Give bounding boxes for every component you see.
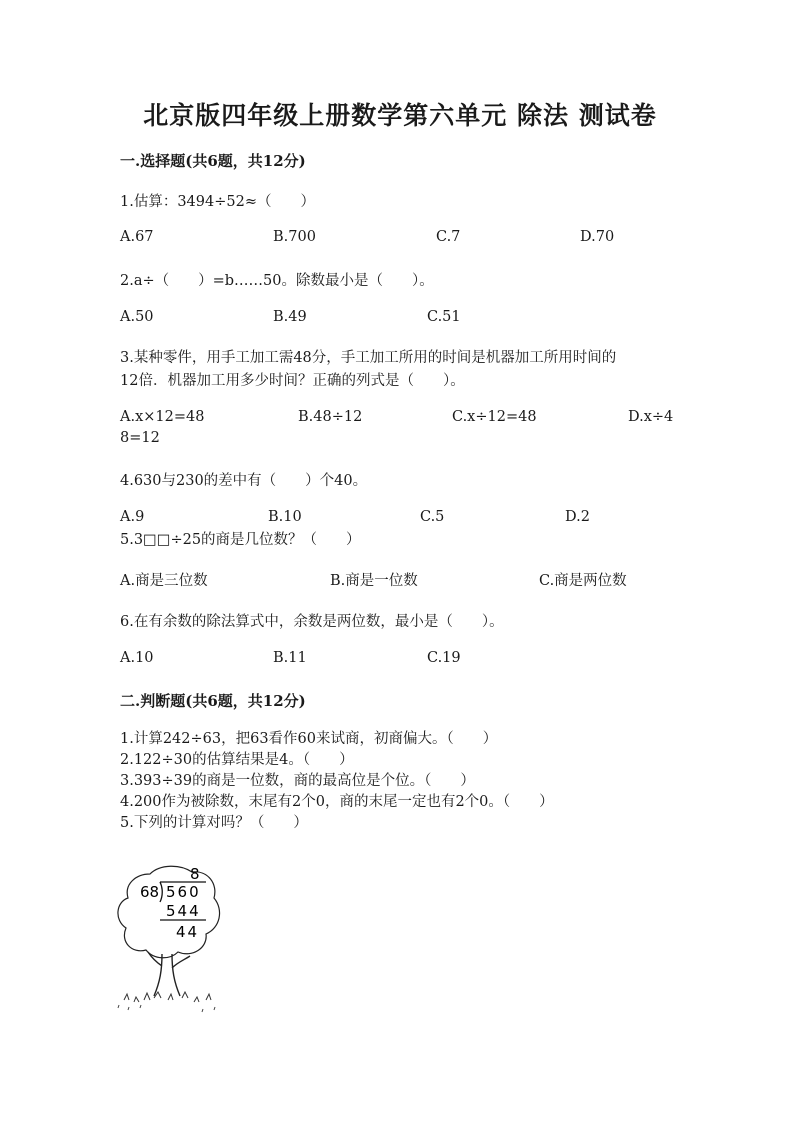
division-bracket: [160, 882, 162, 902]
option-c: C.51: [427, 309, 461, 325]
product: 544: [166, 902, 201, 920]
option-a: A.x×12=48: [120, 409, 205, 425]
option-b: B.商是一位数: [330, 573, 418, 589]
option-b: B.48÷12: [298, 409, 363, 425]
dividend: 560: [166, 883, 201, 901]
question-5: 5.3□□÷25的商是几位数？（ ）: [120, 532, 361, 548]
option-d: D.x÷4: [628, 409, 674, 425]
option-c: C.商是两位数: [539, 573, 627, 589]
option-b: B.10: [268, 509, 302, 525]
option-b: B.11: [273, 650, 307, 666]
option-c: C.x÷12=48: [452, 409, 537, 425]
question-4: 4.630与230的差中有（ ）个40。: [120, 473, 368, 489]
option-a: A.商是三位数: [120, 573, 208, 589]
option-c: C.19: [427, 650, 461, 666]
divisor: 68: [140, 883, 160, 901]
option-d: D.2: [565, 509, 590, 525]
tree-division-figure: [110, 862, 230, 1017]
option-a: A.50: [120, 309, 154, 325]
option-d: D.70: [580, 229, 615, 245]
question-3-line-2: 12倍．机器加工用多少时间？正确的列式是（ ）。: [120, 373, 465, 389]
question-1: 1.估算：3494÷52≈（ ）: [120, 194, 315, 210]
grass: [124, 992, 211, 1002]
judge-item-3: 3.393÷39的商是一位数，商的最高位是个位。（ ）: [120, 773, 475, 789]
remainder: 44: [176, 923, 200, 941]
section-heading-judge: 二.判断题(共6题，共12分): [120, 692, 306, 710]
option-d-wrap: 8=12: [120, 430, 160, 446]
tree-trunk: [148, 952, 190, 996]
option-c: C.7: [436, 229, 461, 245]
option-a: A.67: [120, 229, 154, 245]
judge-item-2: 2.122÷30的估算结果是4。（ ）: [120, 752, 354, 768]
option-c: C.5: [420, 509, 445, 525]
judge-item-4: 4.200作为被除数，末尾有2个0，商的末尾一定也有2个0。（ ）: [120, 794, 554, 810]
question-2: 2.a÷（ ）=b……50。除数最小是（ ）。: [120, 273, 434, 289]
option-a: A.10: [120, 650, 154, 666]
section-heading-choice: 一.选择题(共6题，共12分): [120, 152, 306, 170]
question-6: 6.在有余数的除法算式中，余数是两位数，最小是（ ）。: [120, 614, 504, 630]
question-3-line-1: 3.某种零件，用手工加工需48分，手工加工所用的时间是机器加工所用时间的: [120, 350, 617, 366]
option-b: B.700: [273, 229, 316, 245]
option-b: B.49: [273, 309, 307, 325]
page-title: 北京版四年级上册数学第六单元 除法 测试卷: [143, 101, 657, 130]
judge-item-1: 1.计算242÷63，把63看作60来试商，初商偏大。（ ）: [120, 731, 498, 747]
judge-item-5: 5.下列的计算对吗？（ ）: [120, 815, 308, 831]
quotient: 8: [190, 865, 200, 883]
option-a: A.9: [120, 509, 145, 525]
